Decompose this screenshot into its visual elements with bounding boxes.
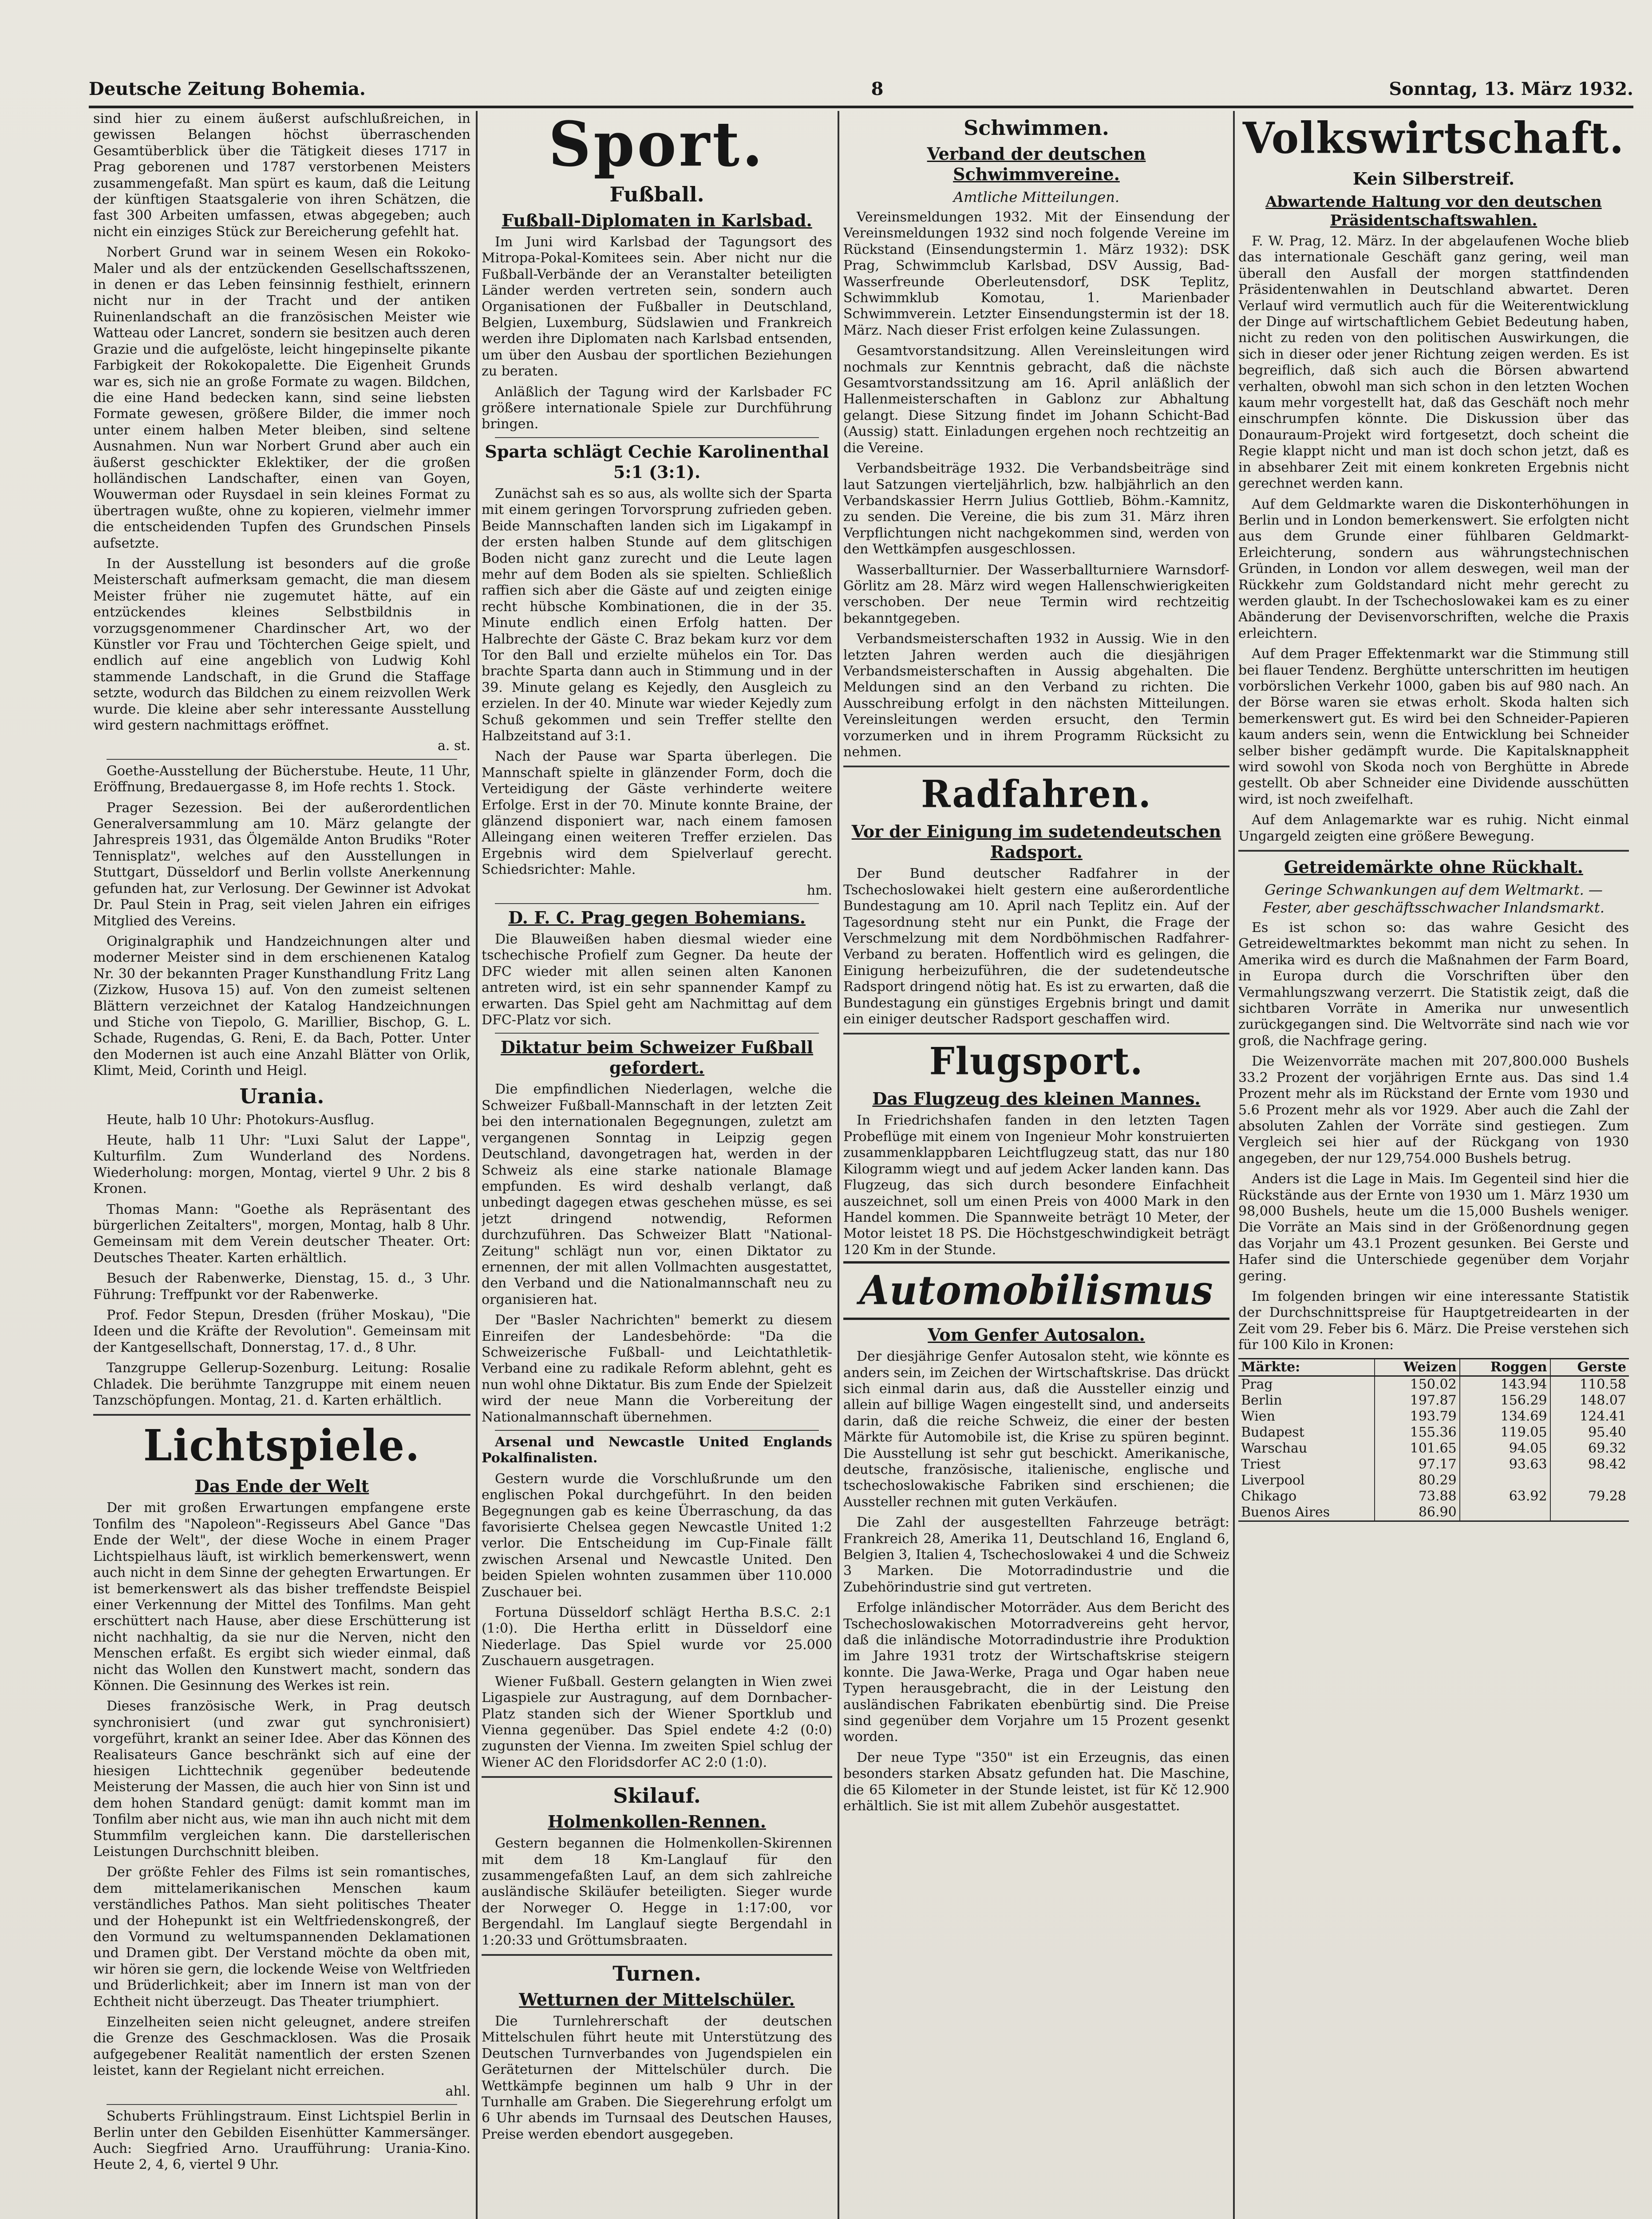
article-paragraph: Die Zahl der ausgestellten Fahrzeuge beträgt: Frankreich 28, Amerika 11, Deutschland 16, England 6, Belgien 3, Italien 4, Tschechoslowakei 4 und die Schweiz 3 Marken. Die Motorradindustrie und die Zubehörindustrie sind gut vertreten. — [843, 1515, 1229, 1595]
price-cell — [1460, 1473, 1550, 1489]
price-cell: 98.42 — [1550, 1457, 1629, 1473]
price-cell: 95.40 — [1550, 1425, 1629, 1441]
author-signature: ahl. — [445, 2083, 470, 2099]
article-heading: Vom Genfer Autosalon. — [928, 1325, 1145, 1345]
article-paragraph: Die empfindlichen Niederlagen, welche die Schweizer Fußball-Mannschaft in der letzten Zeit bei den internationalen Begegnungen, zuletzt am vergangenen Sonntag in Leipzig gegen Deutschland, davongetragen hat, werden in der Schweiz als eine starke nationale Blamage empfunden. Es wird deshalb verlangt, daß unbedingt dagegen etwas geschehen müsse, es sei jetzt dringend notwendig, Reformen durchzuführen. Das Schweizer Blatt "National-Zeitung" schlägt nun vor, einen Diktator zu ernennen, der mit allen Vollmachten ausgestattet, den Verband und die Nationalmannschaft neu zu organisieren hat. — [482, 1082, 832, 1307]
price-cell: 69.32 — [1550, 1441, 1629, 1457]
section-divider — [495, 903, 819, 904]
article-heading: Vor der Einigung im sudetendeutschen Radsport. — [851, 821, 1221, 862]
article-heading: Verband der deutschen Schwimmvereine. — [927, 144, 1146, 184]
article-paragraph: F. W. Prag, 12. März. In der abgelaufenen Woche blieb das internationale Geschäft ganz gering, weil man überall den Ausfall der morgen stattfindenden Präsidentenwahlen in Deutschland abwartet. Deren Verlauf wird vermutlich auch für die Weiterentwicklung der Dinge auf wirtschaftlichem Gebiet Bedeutung haben, nicht zu reden von den politischen Auswirkungen, die sich in dieser oder jener Richtung zeigen werden. Es ist begreiflich, daß sich auch die Börsen abwartend verhalten, obwohl man sich schon in den letzten Wochen kaum mehr vorgestellt hat, daß das Geschäft noch mehr einschrumpfen könnte. Die Diskussion über das Donauraum-Projekt wird fortgesetzt, doch scheint die Regie klappt nicht und man ist doch schon jetzt, daß es in absehbarer Zeit mit einem konkreten Ergebnis nicht gerechnet werden kann. — [1238, 233, 1629, 492]
market-name-cell: Warschau — [1241, 1440, 1308, 1456]
masthead-name: Deutsche Zeitung Bohemia. — [89, 78, 366, 99]
price-cell: 79.28 — [1550, 1489, 1629, 1504]
notice-paragraph: Besuch der Rabenwerke, Dienstag, 15. d., 3 Uhr. Führung: Treffpunkt vor der Rabenwerke. — [93, 1271, 470, 1303]
column-2 — [482, 111, 832, 2219]
market-name-cell: Berlin — [1241, 1392, 1282, 1408]
article-paragraph: In der Ausstellung ist besonders auf die große Meisterschaft aufmerksam gemacht, die man diesem Meister früher nie zugemutet hätte, auf ein entzückendes kleines Selbstbildnis in vorzugsgenommener Chardinscher Art, wo der Künstler vor Frau und Töchterchen Geige spielt, und endlich auf eine angeblich von Ludwig Kohl stammende Landschaft, in die Grund die Staffage setzte, wodurch das Bildchen zu einem reizvollen Werk wurde. Die kleine aber sehr interessante Ausstellung wird gestern nachmittags eröffnet. — [93, 556, 470, 734]
article-paragraph: Erfolge inländischer Motorräder. Aus dem Bericht des Tschechoslowakischen Motorradvereins geht hervor, daß die inländische Motorradindustrie ihre Produktion im Jahre 1931 trotz der Wirtschaftskrise steigern konnte. Die Jawa-Werke, Praga und Ogar haben neue Typen herausgebracht, die in der Leistung den ausländischen Fabrikaten ebenbürtig sind. Die Preise sind gegenüber dem Vorjahre um 15 Prozent gesenkt worden. — [843, 1600, 1229, 1745]
article-heading: Holmenkollen-Rennen. — [548, 1812, 766, 1832]
article-subheading: Amtliche Mitteilungen. — [953, 189, 1119, 205]
section-title-volkswirtschaft: Volkswirtschaft. — [1242, 113, 1625, 163]
section-divider — [495, 1430, 819, 1431]
market-name-cell: Triest — [1241, 1456, 1281, 1472]
article-paragraph: Es ist schon so: das wahre Gesicht des Getreideweltmarktes bekommt man nicht zu sehen. In Amerika wird es durch die Maßnahmen der Farm Board, in Europa durch die Vorschriften über den Vermahlungszwang verzerrt. Die Statistik zeigt, daß die sichtbaren Vorräte in Amerika nur unwesentlich zurückgegangen sind. Die Weltvorräte sind nach wie vor groß, die Nachfrage gering. — [1238, 920, 1629, 1049]
article-paragraph: Im folgenden bringen wir eine interessante Statistik der Durchschnittspreise für Hauptgetreidearten in der Zeit vom 29. Feber bis 6. März. Die Preise verstehen sich für 100 Kilo in Kronen: — [1238, 1288, 1629, 1353]
article-paragraph: Wiener Fußball. Gestern gelangten in Wien zwei Ligaspiele zur Austragung, auf dem Dornbacher-Platz standen sich der Wiener Sportklub und Vienna gegenüber. Das Spiel endete 4:2 (0:0) zugunsten der Vienna. Im zweiten Spiel schlug der Wiener AC den Floridsdorfer AC 2:0 (1:0). — [482, 1674, 832, 1770]
column-header: Weizen — [1375, 1358, 1460, 1376]
table-row — [1238, 1504, 1629, 1521]
notice-paragraph: Schuberts Frühlingstraum. Einst Lichtspiel Berlin in Berlin unter den Gebilden Eisenhütter Kammersänger. Auch: Siegfried Arno. Uraufführung: Urania-Kino. Heute 2, 4, 6, viertel 9 Uhr. — [93, 2108, 470, 2173]
article-paragraph: Der mit großen Erwartungen empfangene erste Tonfilm des "Napoleon"-Regisseurs Abel Gance "Das Ende der Welt", der diese Woche in einem Prager Lichtspielhaus läuft, ist wirklich bemerkenswert, wenn auch nicht in dem Sinne der gehegten Erwartungen. Er ist bemerkenswert als das bisher treffendste Beispiel einer Verkennung der Mittel des Tonfilms. Man geht erschüttert nach Hause, aber diese Erschütterung ist nicht nachhaltig, da sie nur die Nerven, nicht den Menschen erfaßt. Es ergibt sich wieder einmal, daß nicht das Wollen den Kunstwert macht, sondern das Können. Die Gesinnung des Werkes ist rein. — [93, 1500, 470, 1694]
price-cell: 94.05 — [1460, 1441, 1550, 1457]
notice-paragraph: Heute, halb 11 Uhr: "Luxi Salut der Lappe", Kulturfilm. Zum Wunderland des Nordens. Wiederholung: morgen, Montag, viertel 9 Uhr. 2 bis 8 Kronen. — [93, 1132, 470, 1197]
article-heading: Getreidemärkte ohne Rückhalt. — [1284, 857, 1583, 877]
price-cell: 86.90 — [1375, 1504, 1460, 1521]
section-divider — [495, 437, 819, 438]
column-header: Roggen — [1460, 1358, 1550, 1376]
section-divider — [843, 1033, 1229, 1034]
article-paragraph: Einzelheiten seien nicht geleugnet, andere streifen die Grenze des Geschmacklosen. Was die Prosaik aufgegebener Realität namentlich der ersten Szenen leistet, kann der Regielant nicht erreichen. — [93, 2014, 470, 2079]
table-row — [1238, 1425, 1629, 1441]
section-divider — [1238, 850, 1629, 852]
notice-paragraph: Prof. Fedor Stepun, Dresden (früher Moskau), "Die Ideen und die Kräfte der Revolution". Gemeinsam mit der Kantgesellschaft, Donnerstag, 17. d., 8 Uhr. — [93, 1307, 470, 1355]
notice-paragraph: Heute, halb 10 Uhr: Photokurs-Ausflug. — [107, 1112, 375, 1128]
article-paragraph: Gestern wurde die Vorschlußrunde um den englischen Pokal durchgeführt. In den beiden Begegnungen gab es keine Überraschung, da das favorisierte Chelsea gegen Newcastle United 1:2 verlor. Die Entscheidung im Cup-Finale fällt zwischen Arsenal und Newcastle United. Den beiden Spielen wohnten zusammen über 110.000 Zuschauer bei. — [482, 1471, 832, 1600]
article-heading: Kein Silberstreif. — [1352, 169, 1515, 189]
article-paragraph: Auf dem Anlagemarkte war es ruhig. Nicht einmal Ungargeld zeigten eine größere Bewegung. — [1238, 812, 1629, 844]
article-paragraph: Der "Basler Nachrichten" bemerkt zu diesem Einreifen der Landesbehörde: "Da die Schweizerische Fußball- und Leichtathletik-Verband eine zu radikale Reform ablehnt, geht es nun wohl ohne Diktatur. Bis zum Ende der Spielzeit wird der neue Mann die Vorbereitung der Nationalmannschaft übernehmen. — [482, 1312, 832, 1425]
section-divider — [107, 2104, 457, 2105]
price-cell: 73.88 — [1375, 1489, 1460, 1504]
article-heading: Das Ende der Welt — [194, 1476, 369, 1496]
price-cell: 80.29 — [1375, 1473, 1460, 1489]
article-paragraph: Verbandsmeisterschaften 1932 in Aussig. Wie in den letzten Jahren werden auch die diesjährigen Verbandsmeisterschaften in Aussig abgehalten. Die Meldungen sind an den Verband zu richten. Die Ausschreibung erfolgt in den nächsten Mitteilungen. Vereinsleitungen werden ersucht, den Termin vorzumerken und in ihrem Programm Rücksicht zu nehmen. — [843, 631, 1229, 760]
price-cell — [1460, 1504, 1550, 1521]
price-cell: 155.36 — [1375, 1425, 1460, 1441]
article-heading: Sparta schlägt Cechie Karolinenthal 5:1 (3:1). — [485, 441, 829, 482]
price-cell: 156.29 — [1460, 1393, 1550, 1409]
section-heading-schwimmen: Schwimmen. — [964, 116, 1109, 140]
article-paragraph: Der Bund deutscher Radfahrer in der Tschechoslowakei hielt gestern eine außerordentliche Bundestagung am 10. April nach Teplitz ein. Auf der Tagesordnung steht nur ein Punkt, die Frage der Verschmelzung mit dem Nordböhmischen Radfahrer-Verband zu beraten. Hoffentlich wird es gelingen, die Einigung herbeizuführen, die der sudetendeutsche Radsport dringend nötig hat. Es ist zu erwarten, daß die Bundestagung ein günstiges Ergebnis bringt und damit ein einiger deutscher Radsport geschaffen wird. — [843, 866, 1229, 1027]
section-heading-urania: Urania. — [239, 1084, 324, 1108]
article-paragraph: Die Weizenvorräte machen mit 207,800.000 Bushels 33.2 Prozent der vorjährigen Ernte aus. Das sind 1.4 Prozent mehr als im Rückstand der Ernte vom 1930 und 5.6 Prozent mehr als vor 1929. Aber auch die Zahl der absoluten Zahlen der Vorräte sind gestiegen. Zum Vergleich sei hier auf der Rückgang von 1930 angegeben, der nur 129,754.000 Bushels betrug. — [1238, 1054, 1629, 1166]
article-paragraph: Die Turnlehrerschaft der deutschen Mittelschulen führt heute mit Unterstützung des Deutschen Turnverbandes von Jugendspielen ein Geräteturnen der Mittelschüler durch. Die Wettkämpfe beginnen um halb 9 Uhr in der Turnhalle am Graben. Die Siegerehrung erfolgt um 6 Uhr abends im Turnsaal des Deutschen Hauses, Preise werden ebendort ausgegeben. — [482, 2013, 832, 2142]
market-name-cell: Prag — [1241, 1376, 1273, 1392]
price-cell: 148.07 — [1550, 1393, 1629, 1409]
author-signature: a. st. — [438, 738, 470, 754]
article-heading: Diktatur beim Schweizer Fußball gefordert. — [500, 1037, 814, 1078]
article-paragraph: Im Juni wird Karlsbad der Tagungsort des Mitropa-Pokal-Komitees sein. Aber nicht nur die Fußball-Verbände der an Veranstalter beteiligten Länder werden vertreten sein, sondern auch Organisationen der Fußballer in Deutschland, Belgien, Luxemburg, Südslawien und Frankreich werden ihre Diplomaten nach Karlsbad entsenden, um über den Ausbau der sportlichen Beziehungen zu beraten. — [482, 234, 832, 379]
article-paragraph: Dieses französische Werk, in Prag deutsch synchronisiert (und zwar gut synchronisiert) vorgeführt, krankt an seiner Idee. Aber das Können des Realisateurs Gance beschränkt sich auf eine der hiesigen Lichttechnik gegenüber bedeutende Meisterung der Massen, die auch hier von Sinn ist und dem hohen Standard genügt: damit kommt man im Tonfilm aber nicht aus, wie man ihn auch nicht mit dem Stummfilm vergleichen kann. Die darstellerischen Leistungen Durchschnitt bleiben. — [93, 1698, 470, 1860]
article-heading: Wetturnen der Mittelschüler. — [519, 1989, 795, 2010]
issue-date: Sonntag, 13. März 1932. — [1389, 78, 1633, 99]
price-cell: 63.92 — [1460, 1489, 1550, 1504]
section-title-flugsport: Flugsport. — [929, 1039, 1144, 1083]
grain-price-table — [1238, 1358, 1629, 1522]
table-header-row — [1238, 1358, 1629, 1376]
subsection-heading: Turnen. — [613, 1961, 701, 1986]
article-paragraph: Anders ist die Lage in Mais. Im Gegenteil sind hier die Rückstände aus der Ernte von 1930 um 1. März 1930 um 98,000 Bushels, heute um die 15,000 Bushels weniger. Die Vorräte an Mais sind in der Größenordnung gegen das Vorjahr um 43.1 Prozent gesunken. Bei Gerste und Hafer sind die Unterschiede gegenüber dem Vorjahr gering. — [1238, 1171, 1629, 1284]
notice-paragraph: Goethe-Ausstellung der Bücherstube. Heute, 11 Uhr, Eröffnung, Bredauergasse 8, im Hofe rechts 1. Stock. — [93, 763, 470, 795]
article-paragraph: Der neue Type "350" ist ein Erzeugnis, das einen besonders starken Absatz gefunden hat. Die Maschine, die 65 Kilometer in der Stunde leistet, ist für Kč 12.900 erhältlich. Sie ist mit allem Zubehör ausgestattet. — [843, 1749, 1229, 1814]
column-1 — [93, 111, 470, 2219]
table-row — [1238, 1409, 1629, 1425]
article-paragraph: Wasserballturnier. Der Wasserballturniere Warnsdorf-Görlitz am 28. März wird wegen Hallenschwierigkeiten verschoben. Der neue Termin wird rechtzeitig bekanntgegeben. — [843, 562, 1229, 626]
notice-paragraph: Prager Sezession. Bei der außerordentlichen Generalversammlung am 10. März gelangte der Jahrespreis 1931, das Ölgemälde Anton Brudiks "Roter Tennisplatz", welches auf den Ausstellungen in Stuttgart, Düsseldorf und Berlin vollste Anerkennung gefunden hat, zur Verlosung. Der Gewinner ist Advokat Dr. Paul Stein in Prag, seit vielen Jahren ein eifriges Mitglied des Vereins. — [93, 800, 470, 929]
article-paragraph: Norbert Grund war in seinem Wesen ein Rokoko-Maler und als der entzückenden Gesellschaftsszenen, in denen er das Leben feinsinnig festhielt, erinnern nicht nur in der Tracht und der antiken Ruinenlandschaft an die französischen Meister wie Watteau oder Lancret, sondern sie besitzen auch deren Grazie und die aufgelöste, leicht hingepinselte pikante Farbigkeit der Rokokopalette. Die Eigenheit Grunds war es, sich nie an große Formate zu wagen. Bildchen, die eine Hand bedecken kann, sind seine liebsten Formate gewesen, größere Bilder, die immer noch unter einem halben Meter bleiben, sind seltene Ausnahmen. Nun war Norbert Grund aber auch ein äußerst geschickter Eklektiker, der die großen holländischen Landschafter, einen van Goyen, Wouwerman oder Ruysdael in sein kleines Format zu übertragen wußte, ohne zu kopieren, vielmehr immer die entscheidenden Tupfen des Grundschen Pinsels aufsetzte. — [93, 245, 470, 551]
article-paragraph: Anläßlich der Tagung wird der Karlsbader FC größere internationale Spiele zur Durchführung bringen. — [482, 384, 832, 432]
subsection-heading: Skilauf. — [613, 1784, 701, 1808]
notice-paragraph: Originalgraphik und Handzeichnungen alter und moderner Meister sind in dem erschienenen Katalog Nr. 30 der bekannten Prager Kunsthandlung Fritz Lang (Zizkow, Husova 15) auf. Von den zumeist seltenen Blättern verzeichnet der Katalog Handzeichnungen und Stiche von Tiepolo, G. Marillier, Bischop, G. L. Schade, Rugendas, G. Reni, E. da Bach, Potter. Unter den Modernen ist auch eine Anzahl Blätter von Orlik, Klimt, Meid, Corinth und Heigl. — [93, 933, 470, 1079]
article-heading: Das Flugzeug des kleinen Mannes. — [872, 1089, 1201, 1109]
section-divider — [482, 1776, 832, 1778]
article-paragraph: Nach der Pause war Sparta überlegen. Die Mannschaft spielte in glänzender Form, doch die Verteidigung der Gäste verhinderte weitere Erfolge. Erst in der 70. Minute konnte Braine, der glänzend disponiert war, nach einem famosen Alleingang einen weiteren Treffer erzielen. Das Ergebnis wird dem Spielverlauf gerecht. Schiedsrichter: Mahle. — [482, 749, 832, 878]
article-paragraph: Der diesjährige Genfer Autosalon steht, wie könnte es anders sein, im Zeichen der Wirtschaftskrise. Das drückt sich einmal darin aus, daß die Aussteller einzig und allein auf billige Wagen eingestellt sind, und anderseits darin, daß die reiche Schweiz, die einer der besten Märkte für Automobile ist, die Krise zu spüren beginnt. Die Ausstellung ist sehr gut beschickt. Amerikanische, deutsche, französische, italienische, englische und tschechoslowakische Fabriken sind erschienen; die Aussteller rechnen mit guten Verkäufen. — [843, 1349, 1229, 1510]
section-title-sport: Sport. — [548, 111, 766, 181]
price-cell: 93.63 — [1460, 1457, 1550, 1473]
article-paragraph: Fortuna Düsseldorf schlägt Hertha B.S.C. 2:1 (1:0). Die Hertha erlitt in Düsseldorf eine Niederlage. Das Spiel wurde vor 25.000 Zuschauern ausgetragen. — [482, 1605, 832, 1669]
column-divider — [838, 111, 839, 2219]
article-paragraph: Zunächst sah es so aus, als wollte sich der Sparta mit einem geringen Torvorsprung zufrieden geben. Beide Mannschaften landen sich im Ligakampf in der ersten halben Stunde auf dem glitschigen Boden nicht ganz zurecht und die Leute lagen mehr auf dem Boden als sie spielten. Schließlich raffien sich aber die Gäste auf und zeigten einige recht hübsche Kombinationen, die in der 35. Minute endlich einen Erfolg hatten. Der Halbrechte der Gäste C. Braz bekam kurz vor dem Tor den Ball und erzielte mühelos ein Tor. Das brachte Sparta dann auch in Stimmung und in der 39. Minute gelang es Kejedly, den Ausgleich zu erzielen. In der 40. Minute war wieder Kejedly zum Schuß gekommen und sein Treffer stellte den Halbzeitstand auf 3:1. — [482, 486, 832, 744]
price-cell: 119.05 — [1460, 1425, 1550, 1441]
price-cell: 193.79 — [1375, 1409, 1460, 1425]
notice-paragraph: Thomas Mann: "Goethe als Repräsentant des bürgerlichen Zeitalters", morgen, Montag, halb 8 Uhr. Gemeinsam mit dem Verein deutscher Theater. Ort: Deutsches Theater. Karten erhältlich. — [93, 1201, 470, 1266]
table-body — [1238, 1376, 1629, 1521]
article-heading: D. F. C. Prag gegen Bohemians. — [508, 908, 806, 928]
price-cell: 134.69 — [1460, 1409, 1550, 1425]
column-divider — [1233, 111, 1235, 2219]
price-cell: 197.87 — [1375, 1393, 1460, 1409]
section-divider — [843, 766, 1229, 767]
section-divider — [93, 1414, 470, 1416]
column-4 — [1238, 111, 1629, 2219]
table-row — [1238, 1441, 1629, 1457]
price-cell — [1550, 1473, 1629, 1489]
article-paragraph: Die Blauweißen haben diesmal wieder eine tschechische Profielf zum Gegner. Da heute der DFC wieder mit allen seinen alten Kanonen antreten wird, ist ein sehr spannender Kampf zu erwarten. Das Spiel geht am Nachmittag auf dem DFC-Platz vor sich. — [482, 932, 832, 1028]
article-heading: Fußball-Diplomaten in Karlsbad. — [502, 210, 812, 230]
author-signature: hm. — [806, 882, 832, 898]
section-title-lichtspiele: Lichtspiele. — [143, 1420, 421, 1471]
article-paragraph: Verbandsbeiträge 1932. Die Verbandsbeiträge sind laut Satzungen vierteljährlich, bzw. halbjährlich an den Verbandskassier Herrn Julius Gottlieb, Böhm.-Kamnitz, zu senden. Die Vereine, die bis zum 31. März ihren Verpflichtungen nicht nachgekommen sind, werden von den Wettkämpfen ausgeschlossen. — [843, 461, 1229, 557]
section-title-automobilismus: Automobilismus — [843, 1261, 1229, 1320]
article-paragraph: Auf dem Geldmarkte waren die Diskonterhöhungen in Berlin und in London bemerkenswert. Sie erfolgten nicht aus dem Grunde einer fühlbaren Geldmarkt-Erleichterung, sondern aus währungstechnischen Gründen, in London vor allem deswegen, weil man der Rückkehr zum Goldstandard nicht mehr gerecht zu werden glaubt. In der Tschechoslowakei kam es zu einer Abänderung der Devisenvorschriften, welche die Praxis erleichtern. — [1238, 496, 1629, 641]
article-paragraph: Gestern begannen die Holmenkollen-Skirennen mit dem 18 Km-Langlauf für den zusammengefaßten Lauf, an dem sich zahlreiche ausländische Skiläufer beteiligten. Sieger wurde der Norweger O. Hegge in 1:17:00, vor Bergendahl. Im Langlauf siegte Bergendahl in 1:20:33 und Gröttumsbraaten. — [482, 1836, 832, 1948]
price-cell — [1550, 1504, 1629, 1521]
market-name-cell: Chikago — [1241, 1488, 1297, 1504]
price-cell: 110.58 — [1550, 1376, 1629, 1393]
article-paragraph: Arsenal und Newcastle United Englands Pokalfinalisten. — [482, 1434, 832, 1466]
table-row — [1238, 1473, 1629, 1489]
article-paragraph: In Friedrichshafen fanden in den letzten Tagen Probeflüge mit einem von Ingenieur Mohr konstruierten zusammenklappbaren Leichtflugzeug statt, das nur 180 Kilogramm wiegt und auf jedem Acker landen kann. Das Flugzeug, das sich durch besondere Einfachheit auszeichnet, soll um einen Preis von 4000 Mark in den Handel kommen. Die Spannweite beträgt 10 Meter, der Motor leistet 18 PS. Die Höchstgeschwindigkeit beträgt 120 Km in der Stunde. — [843, 1113, 1229, 1258]
article-paragraph: Auf dem Prager Effektenmarkt war die Stimmung still bei flauer Tendenz. Berghütte unterschritten im heutigen vorbörslichen Verkehr 1000, gaben bis auf 980 nach. An der Börse waren sie etwas erholt. Skoda halten sich bemerkenswert gut. Es wird bei den Schneider-Papieren kaum anders sein, wenn die Entwicklung bei Schneider selber bisher gedämpft wurde. Die Kapitalsknappheit wird sowohl von Skoda noch von Berghütte in Abrede gestellt. Ob aber Schneider eine Dividende ausschütten wird, ist noch zweifelhaft. — [1238, 646, 1629, 807]
price-cell: 150.02 — [1375, 1376, 1460, 1393]
header-rule — [89, 106, 1633, 108]
section-title-radfahren: Radfahren. — [921, 772, 1152, 816]
subsection-heading: Fußball. — [609, 182, 704, 206]
price-cell: 143.94 — [1460, 1376, 1550, 1393]
column-3 — [843, 111, 1229, 2219]
article-paragraph: Der größte Fehler des Films ist sein romantisches, dem mittelamerikanischen Menschen kaum verständliches Pathos. Man sieht politisches Theater und der Hohepunkt ist ein Weltfriedenskongreß, der den Vormund zu weltumspannenden Deklamationen und Dramen gibt. Der Verstand möchte da oben mit, wir hören sie gern, die lockende Weise von Weltfrieden und Brüderlichkeit; aber im Innern ist man von der Echtheit nicht überzeugt. Das Theater triumphiert. — [93, 1864, 470, 2010]
price-cell: 97.17 — [1375, 1457, 1460, 1473]
section-divider — [495, 1033, 819, 1034]
article-subheading: Abwartende Haltung vor den deutschen Präsidentschaftswahlen. — [1265, 193, 1602, 229]
market-name-cell: Liverpool — [1241, 1472, 1305, 1488]
section-divider — [107, 759, 457, 760]
price-cell: 101.65 — [1375, 1441, 1460, 1457]
column-header: Gerste — [1550, 1358, 1629, 1376]
article-paragraph: sind hier zu einem äußerst aufschlußreichen, in gewissen Belangen höchst überraschenden Gesamtüberblick über die Tätigkeit dieses 1717 in Prag geborenen und 1787 verstorbenen Meisters zusammengefaßt. Man spürt es kaum, daß die Leitung der künftigen Staatsgalerie von ihren Schätzen, die fast 300 Arbeiten umfassen, etwas abgegeben; auch nicht ein einziges Stück zur Bereicherung gefehlt hat. — [93, 111, 470, 240]
market-name-cell: Budapest — [1241, 1424, 1304, 1440]
table-row — [1238, 1393, 1629, 1409]
article-subheading: Geringe Schwankungen auf dem Weltmarkt. — Fester, aber geschäftsschwacher Inlandsmarkt. — [1263, 881, 1605, 916]
market-name-cell: Wien — [1241, 1408, 1275, 1424]
price-cell: 124.41 — [1550, 1409, 1629, 1425]
column-divider — [476, 111, 478, 2219]
column-header: Märkte: — [1241, 1359, 1300, 1375]
article-paragraph: Gesamtvorstandsitzung. Allen Vereinsleitungen wird nochmals zur Kenntnis gebracht, daß die nächste Gesamtvorstandssitzung am 16. April anläßlich der Hallenmeisterschaften in Gablonz zur Abhaltung gelangt. Diese Sitzung findet im Johann Schicht-Bad (Aussig) statt. Einladungen ergehen noch rechtzeitig an die Vereine. — [843, 343, 1229, 456]
section-divider — [482, 1954, 832, 1956]
page-number: 8 — [871, 78, 884, 99]
notice-paragraph: Tanzgruppe Gellerup-Sozenburg. Leitung: Rosalie Chladek. Die berühmte Tanzgruppe mit einem neuen Tanzschöpfungen. Montag, 21. d. Karten erhältlich. — [93, 1360, 470, 1409]
table-row — [1238, 1376, 1629, 1393]
market-name-cell: Buenos Aires — [1241, 1504, 1330, 1520]
article-paragraph: Vereinsmeldungen 1932. Mit der Einsendung der Vereinsmeldungen 1932 sind noch folgende Vereine im Rückstand (Einsendungstermin 1. März 1932): DSK Prag, Schwimmclub Karlsbad, DSV Aussig, Bad-Wasserfreunde Oberleutensdorf, DSK Teplitz, Schwimmklub Komotau, 1. Marienbader Schwimmverein. Letzter Einsendungstermin ist der 18. März. Nach dieser Frist erfolgen keine Zulassungen. — [843, 209, 1229, 338]
page-header — [89, 75, 1633, 102]
table-row — [1238, 1489, 1629, 1504]
table-row — [1238, 1457, 1629, 1473]
